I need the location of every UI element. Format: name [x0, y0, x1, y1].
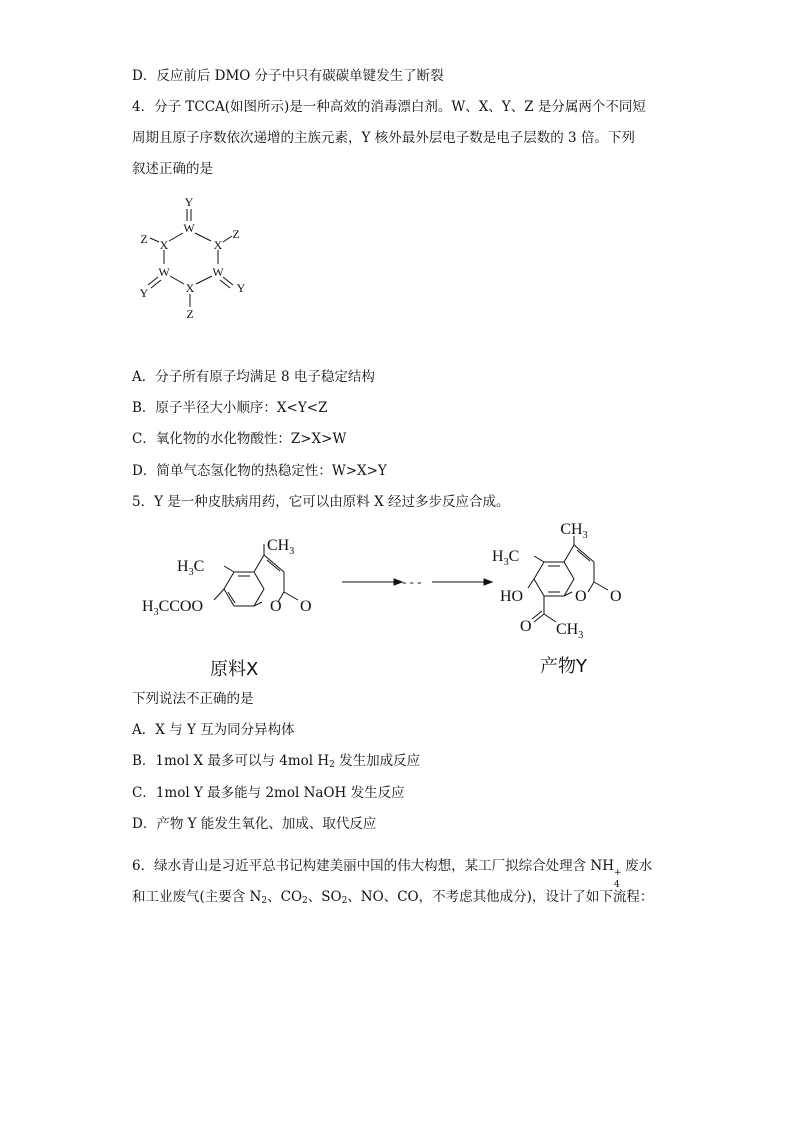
x-carbonyl-o: O — [300, 598, 312, 615]
atom-y-left: Y — [139, 286, 149, 300]
x-ch3-label: $CH_3$ — [267, 537, 295, 557]
atom-z-bottom: Z — [186, 307, 194, 321]
atom-y-top: Y — [184, 195, 194, 209]
q5-option-b: B．1mol X 最多可以与 4mol $H_2$ 发生加成反应 — [132, 753, 421, 770]
q4-option-b: B．原子半径大小顺序：X<Y<Z — [132, 400, 328, 416]
atom-w-left: W — [158, 265, 170, 279]
atom-z-right: Z — [232, 227, 240, 241]
x-h3c-label: $H_3C$ — [177, 558, 205, 578]
q4-option-a: A．分子所有原子均满足 8 电子稳定结构 — [132, 369, 375, 385]
q5-option-c: C．1mol Y 最多能与 2mol NaOH 发生反应 — [132, 785, 405, 801]
q4-stem-line-2: 周期且原子序数依次递增的主族元素，Y 核外最外层电子数是电子层数的 3 倍。下列 — [132, 130, 635, 146]
q4-option-d: D．简单气态氢化物的热稳定性：W>X>Y — [132, 463, 387, 479]
x-acetoxy-label: $H_3CCOO$ — [142, 598, 204, 618]
atom-w-top: W — [183, 221, 195, 235]
y-carbonyl-o: O — [610, 588, 622, 605]
q6-stem-line-2: 和工业废气(主要含 $N_2$、$CO_2$、$SO_2$、NO、CO，不考虑其他成分)，设计了如下流程： — [132, 889, 654, 906]
q4-option-c: C．氧化物的水化物酸性：Z>X>W — [132, 431, 347, 447]
y-h3c-label: $H_3C$ — [492, 548, 520, 568]
y-acetyl-o: O — [520, 618, 532, 635]
q5-stem: 5．Y 是一种皮肤病用药，它可以由原料 X 经过多步反应合成。 — [132, 494, 510, 510]
q5-option-d: D．产物 Y 能发生氧化、加成、取代反应 — [132, 816, 377, 832]
x-ring-o: O — [270, 598, 282, 615]
y-ring-o: O — [575, 588, 587, 605]
label-product-y: 产物Y — [540, 656, 587, 677]
y-ho-label: HO — [500, 588, 524, 605]
label-raw-material-x: 原料X — [210, 659, 259, 680]
atom-x-bottom: X — [185, 281, 195, 295]
q5-question: 下列说法不正确的是 — [132, 691, 254, 707]
atom-w-right: W — [212, 265, 224, 279]
atom-x-left: X — [159, 238, 169, 252]
q5-option-a: A．X 与 Y 互为同分异构体 — [132, 722, 295, 738]
atom-x-right: X — [213, 238, 223, 252]
y-acetyl-ch3-label: $CH_3$ — [556, 621, 584, 641]
molecule-y — [528, 536, 608, 622]
y-ch3-top-label: $CH_3$ — [560, 521, 588, 541]
q4-stem-line-1: 4．分子 TCCA(如图所示)是一种高效的消毒漂白剂。W、X、Y、Z 是分属两个不同短 — [132, 99, 646, 115]
q3-option-d: D．反应前后 DMO 分子中只有碳碳单键发生了断裂 — [132, 68, 444, 84]
q6-stem-line-1: 6．绿水青山是习近平总书记构建美丽中国的伟大构想，某工厂拟综合处理含 NH + 4 废水 — [132, 858, 653, 890]
atom-y-right: Y — [236, 281, 246, 295]
q4-stem-line-3: 叙述正确的是 — [132, 161, 213, 177]
tcca-structure-diagram — [132, 190, 262, 325]
arrow-dashes: - - - — [402, 574, 422, 589]
atom-z-left: Z — [140, 232, 148, 246]
